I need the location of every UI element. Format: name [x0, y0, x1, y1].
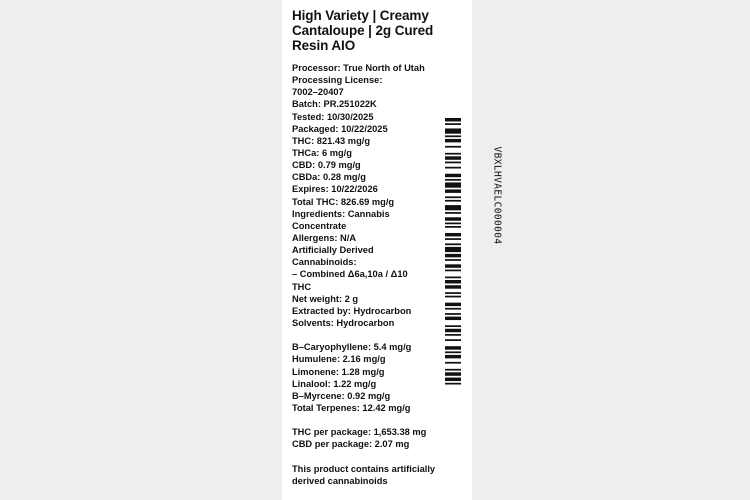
barcode-bar	[445, 153, 461, 155]
barcode-bar	[445, 174, 461, 177]
detail-line: THC: 821.43 mg/g	[292, 135, 371, 146]
spacer	[292, 451, 442, 463]
barcode-bar	[445, 254, 461, 257]
barcode-bar	[445, 189, 461, 192]
barcode-bar	[445, 200, 461, 202]
barcode-bar	[445, 285, 461, 288]
product-label	[282, 0, 503, 500]
detail-line: CBD: 0.79 mg/g	[292, 160, 361, 171]
barcode-bar	[445, 383, 461, 385]
barcode-bar	[445, 317, 461, 320]
terpene-line: Humulene: 2.16 mg/g	[292, 354, 386, 365]
terpene-line: B–Myrcene: 0.92 mg/g	[292, 390, 391, 401]
detail-line: CBDa: 0.28 mg/g	[292, 172, 366, 183]
product-title-line: Resin AIO	[292, 38, 356, 53]
barcode-bar	[445, 372, 461, 375]
detail-line: Concentrate	[292, 220, 347, 231]
barcode-bar	[445, 303, 461, 306]
barcode-bar	[445, 205, 461, 210]
barcode-bar	[445, 212, 461, 214]
detail-line: Artificially Derived	[292, 245, 374, 256]
barcode-bar	[445, 313, 461, 315]
barcode-bar	[445, 135, 461, 137]
barcode-bar	[445, 362, 461, 364]
product-title-line: High Variety | Creamy	[292, 8, 429, 23]
barcode-bar	[445, 308, 461, 310]
package-total-line: CBD per package: 2.07 mg	[292, 439, 410, 450]
barcode-bar	[445, 128, 461, 133]
barcode-bar	[445, 378, 461, 381]
detail-line: Tested: 10/30/2025	[292, 111, 374, 122]
barcode	[442, 118, 470, 388]
detail-line: Allergens: N/A	[292, 232, 357, 243]
product-title-line: Cantaloupe | 2g Cured	[292, 23, 434, 38]
barcode-bar	[445, 346, 461, 349]
barcode-bar	[445, 233, 461, 236]
barcode-bar	[445, 259, 461, 261]
barcode-bar	[445, 292, 461, 294]
barcode-bar	[445, 167, 461, 169]
detail-line: THCa: 6 mg/g	[292, 147, 352, 158]
detail-line: Expires: 10/22/2026	[292, 184, 378, 195]
detail-line: Processor: True North of Utah	[292, 63, 425, 73]
product-title	[292, 8, 452, 53]
terpene-line: Total Terpenes: 12.42 mg/g	[292, 402, 411, 413]
detail-line: 7002–20407	[292, 87, 344, 98]
barcode-text: VBXLHVAELC000004	[491, 146, 503, 245]
barcode-bar	[445, 329, 461, 332]
detail-line: Cannabinoids:	[292, 257, 357, 268]
barcode-bar	[445, 247, 461, 252]
barcode-bar	[445, 179, 461, 181]
barcode-bars	[445, 118, 461, 388]
barcode-bar	[445, 277, 461, 279]
barcode-bar	[445, 226, 461, 228]
detail-line: Batch: PR.251022K	[292, 99, 377, 110]
barcode-bar	[445, 123, 461, 125]
barcode-bar	[445, 243, 461, 245]
detail-line: Processing License:	[292, 75, 383, 86]
barcode-bar	[445, 325, 461, 327]
terpene-line: Limonene: 1.28 mg/g	[292, 366, 385, 377]
barcode-bar	[445, 334, 461, 336]
barcode-bar	[445, 223, 461, 225]
package-total-line: THC per package: 1,653.38 mg	[292, 427, 427, 438]
spacer	[292, 414, 442, 426]
spacer	[292, 329, 442, 341]
disclaimer-line: derived cannabinoids	[292, 475, 388, 486]
detail-line: Extracted by: Hydrocarbon	[292, 305, 412, 316]
barcode-bar	[445, 351, 461, 353]
barcode-bar	[445, 146, 461, 148]
detail-line: Solvents: Hydrocarbon	[292, 317, 395, 328]
disclaimer-line: This product contains artificially	[292, 463, 436, 474]
detail-line: THC	[292, 281, 312, 292]
detail-line: Net weight: 2 g	[292, 293, 359, 304]
barcode-bar	[445, 264, 461, 267]
barcode-bar	[445, 369, 461, 371]
barcode-bar	[445, 162, 461, 164]
barcode-bar	[445, 139, 461, 142]
barcode-bar	[445, 296, 461, 298]
label-info	[292, 62, 442, 487]
barcode-bar	[445, 118, 461, 121]
barcode-bar	[445, 217, 461, 220]
detail-line: Packaged: 10/22/2025	[292, 123, 388, 134]
barcode-bar	[445, 355, 461, 358]
barcode-bar	[445, 339, 461, 341]
barcode-bar	[445, 156, 461, 159]
barcode-bar	[445, 280, 461, 283]
detail-line: Ingredients: Cannabis	[292, 208, 390, 219]
barcode-bar	[445, 196, 461, 198]
barcode-bar	[445, 238, 461, 240]
terpene-line: Linalool: 1.22 mg/g	[292, 378, 377, 389]
terpene-line: B–Caryophyllene: 5.4 mg/g	[292, 342, 412, 353]
detail-line: Total THC: 826.69 mg/g	[292, 196, 395, 207]
barcode-bar	[445, 270, 461, 272]
barcode-bar	[445, 182, 461, 187]
detail-line: – Combined Δ6a,10a / Δ10	[292, 269, 408, 280]
